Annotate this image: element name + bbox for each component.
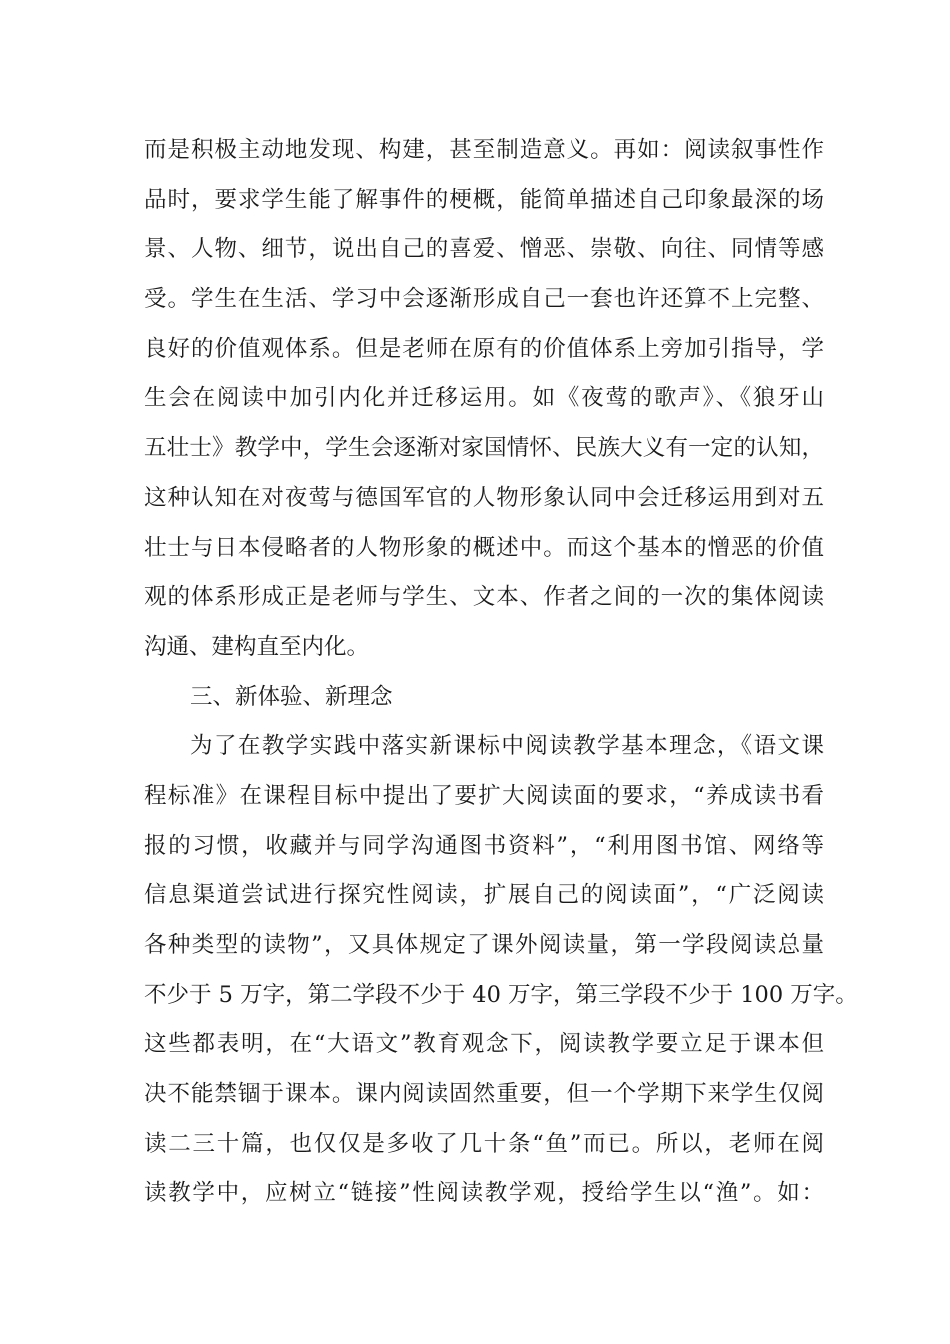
text-line: 这些都表明，在“大语文”教育观念下，阅读教学要立足于课本但 xyxy=(144,1031,824,1058)
text-line: 壮士与日本侵略者的人物形象的概述中。而这个基本的憎恶的价值 xyxy=(144,534,824,561)
text-line: 决不能禁锢于课本。课内阅读固然重要，但一个学期下来学生仅阅 xyxy=(144,1081,824,1108)
text-line: 生会在阅读中加引内化并迁移运用。如《夜莺的歌声》、《狼牙山 xyxy=(144,385,824,412)
text-line: 为了在教学实践中落实新课标中阅读教学基本理念，《语文课 xyxy=(190,733,824,760)
body-text xyxy=(144,126,858,1219)
text-line: 报的习惯，收藏并与同学沟通图书资料”，“利用图书馆、网络等 xyxy=(144,832,824,859)
text-line: 不少于 5 万字，第二学段不少于 40 万字，第三学段不少于 100 万字。 xyxy=(144,981,858,1008)
text-line: 景、人物、细节，说出自己的喜爱、憎恶、崇敬、向往、同情等感 xyxy=(144,236,824,263)
text-line: 程标准》在课程目标中提出了要扩大阅读面的要求，“养成读书看 xyxy=(144,782,824,809)
text-line: 良好的价值观体系。但是老师在原有的价值体系上旁加引指导，学 xyxy=(144,335,824,362)
text-line: 品时，要求学生能了解事件的梗概，能简单描述自己印象最深的场 xyxy=(144,186,824,213)
text-line: 读二三十篇，也仅仅是多收了几十条“鱼”而已。所以，老师在阅 xyxy=(144,1130,824,1157)
text-line: 信息渠道尝试进行探究性阅读，扩展自己的阅读面”，“广泛阅读 xyxy=(144,882,824,909)
text-line: 读教学中，应树立“链接”性阅读教学观，授给学生以“渔”。如： xyxy=(144,1180,824,1207)
text-line: 受。学生在生活、学习中会逐渐形成自己一套也许还算不上完整、 xyxy=(144,286,824,313)
text-line: 这种认知在对夜莺与德国军官的人物形象认同中会迁移运用到对五 xyxy=(144,484,824,511)
text-line: 沟通、建构直至内化。 xyxy=(144,633,370,660)
text-line: 而是积极主动地发现、构建，甚至制造意义。再如：阅读叙事性作 xyxy=(144,137,824,163)
section-heading: 三、新体验、新理念 xyxy=(190,683,393,710)
text-line: 观的体系形成正是老师与学生、文本、作者之间的一次的集体阅读 xyxy=(144,584,824,611)
text-line: 各种类型的读物”，又具体规定了课外阅读量，第一学段阅读总量 xyxy=(144,932,824,958)
text-line: 五壮士》教学中，学生会逐渐对家国情怀、民族大义有一定的认知， xyxy=(144,435,824,462)
